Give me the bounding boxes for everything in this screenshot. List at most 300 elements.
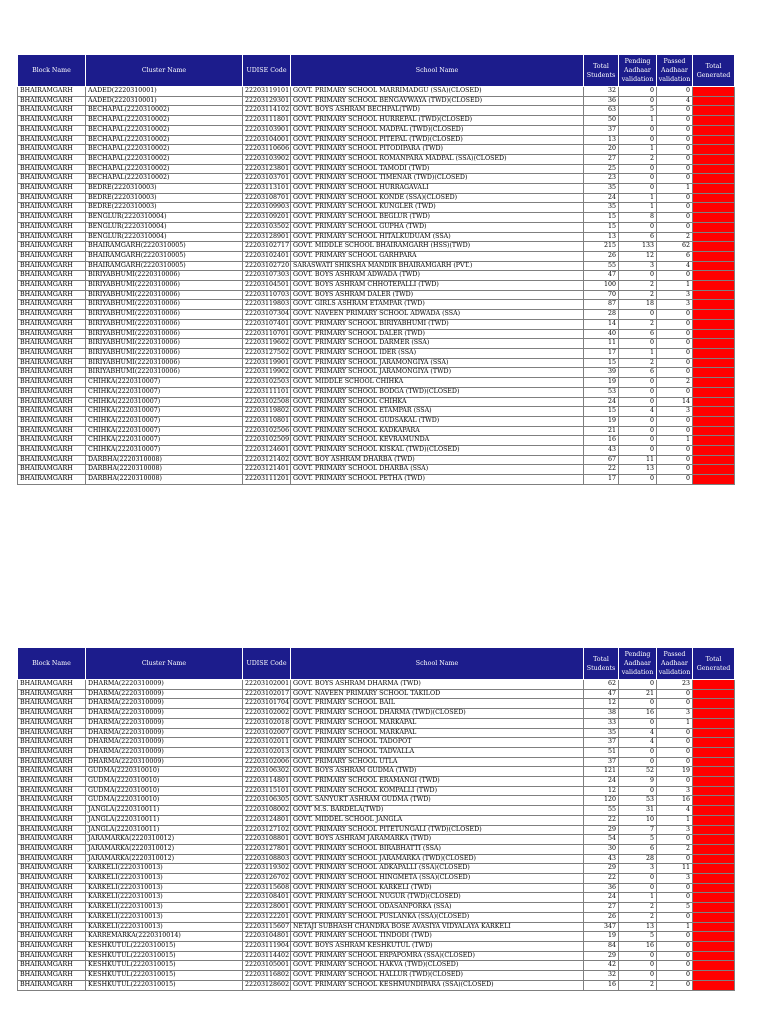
table-row [18,903,735,913]
total-students-cell: 51 [584,747,619,757]
block-name-cell: BHAIRAMGARH [18,922,86,932]
cluster-name-cell: JANGLA(2220310011) [86,825,243,835]
pending-aadhaar-cell: 5 [619,932,657,942]
table-row [18,184,735,194]
total-students-cell: 54 [584,835,619,845]
udise-code-cell: 22203108701 [243,193,291,203]
cluster-name-cell: BECHAPAL(2220310002) [86,116,243,126]
passed-aadhaar-cell: 0 [657,777,693,787]
header-udise-code: UDISE Code [243,55,291,87]
block-name-cell: BHAIRAMGARH [18,310,86,320]
cluster-name-cell: KESHKUTUL(2220310015) [86,951,243,961]
total-students-cell: 28 [584,310,619,320]
pending-aadhaar-cell: 2 [619,358,657,368]
school-report-table-1 [17,54,735,485]
school-name-cell: GOVT. BOYS ASHRAM KESHKUTUL (TWD) [291,941,584,951]
block-name-cell: BHAIRAMGARH [18,903,86,913]
block-name-cell: BHAIRAMGARH [18,806,86,816]
total-students-cell: 120 [584,796,619,806]
total-generated-cell [693,446,735,456]
pending-aadhaar-cell: 6 [619,329,657,339]
udise-code-cell: 22203108801 [243,835,291,845]
pending-aadhaar-cell: 1 [619,893,657,903]
school-name-cell: GOVT. PRIMARY SCHOOL ERPAPOMRA (SSA)(CLOSED) [291,951,584,961]
total-generated-cell [693,903,735,913]
udise-code-cell: 22203108803 [243,854,291,864]
passed-aadhaar-cell: 0 [657,932,693,942]
table-row [18,96,735,106]
passed-aadhaar-cell: 1 [657,436,693,446]
cluster-name-cell: BHAIRAMGARH(2220310005) [86,261,243,271]
total-generated-cell [693,290,735,300]
block-name-cell: BHAIRAMGARH [18,339,86,349]
school-name-cell: GOVT. MIDDLE SCHOOL CHIHKA [291,378,584,388]
total-generated-cell [693,941,735,951]
udise-code-cell: 22203121401 [243,465,291,475]
block-name-cell: BHAIRAMGARH [18,825,86,835]
total-generated-cell [693,242,735,252]
udise-code-cell: 22203102011 [243,738,291,748]
school-name-cell: NETAJI SUBHASH CHANDRA BOSE AVASIYA VIDYALAYA KARKELI [291,922,584,932]
school-name-cell: SARASWATI SHIKSHA MANDIR BHAIRAMGARH (PVT.) [291,261,584,271]
passed-aadhaar-cell: 0 [657,339,693,349]
udise-code-cell: 22203102002 [243,709,291,719]
table-row [18,319,735,329]
passed-aadhaar-cell: 3 [657,825,693,835]
pending-aadhaar-cell: 1 [619,348,657,358]
block-name-cell: BHAIRAMGARH [18,718,86,728]
table-row [18,971,735,981]
total-generated-cell [693,689,735,699]
total-students-cell: 35 [584,728,619,738]
cluster-name-cell: DHARMA(2220310009) [86,709,243,719]
total-generated-cell [693,348,735,358]
cluster-name-cell: BEDRE(2220310003) [86,184,243,194]
block-name-cell: BHAIRAMGARH [18,932,86,942]
passed-aadhaar-cell: 0 [657,310,693,320]
total-students-cell: 37 [584,125,619,135]
udise-code-cell: 22203128901 [243,232,291,242]
school-name-cell: GOVT. PRIMARY SCHOOL PITODIPARA (TWD) [291,145,584,155]
total-students-cell: 19 [584,932,619,942]
table-row [18,416,735,426]
table-row [18,844,735,854]
passed-aadhaar-cell: 3 [657,407,693,417]
block-name-cell: BHAIRAMGARH [18,378,86,388]
school-name-cell: GOVT. BOYS ASHRAM DALER (TWD) [291,290,584,300]
cluster-name-cell: BIRIYABHUMI(2220310006) [86,271,243,281]
pending-aadhaar-cell: 5 [619,106,657,116]
total-generated-cell [693,261,735,271]
pending-aadhaar-cell: 11 [619,455,657,465]
udise-code-cell: 22203124601 [243,446,291,456]
pending-aadhaar-cell: 0 [619,184,657,194]
header-total-students: Total Students [584,55,619,87]
total-generated-cell [693,416,735,426]
udise-code-cell: 22203109903 [243,203,291,213]
total-generated-cell [693,174,735,184]
block-name-cell: BHAIRAMGARH [18,222,86,232]
school-name-cell: GOVT. PRIMARY SCHOOL HALLUR (TWD)(CLOSED) [291,971,584,981]
total-students-cell: 17 [584,348,619,358]
udise-code-cell: 22203103902 [243,154,291,164]
table-row [18,941,735,951]
block-name-cell: BHAIRAMGARH [18,145,86,155]
passed-aadhaar-cell: 0 [657,426,693,436]
block-name-cell: BHAIRAMGARH [18,951,86,961]
total-generated-cell [693,135,735,145]
table-row [18,951,735,961]
passed-aadhaar-cell: 0 [657,699,693,709]
table-row [18,261,735,271]
total-students-cell: 36 [584,883,619,893]
school-name-cell: GOVT. PRIMARY SCHOOL PUSLANKA (SSA)(CLOSED) [291,912,584,922]
header-passed-aadhaar: Passed Aadhaar validation [657,55,693,87]
table-row [18,893,735,903]
passed-aadhaar-cell: 0 [657,941,693,951]
total-students-cell: 15 [584,213,619,223]
total-students-cell: 19 [584,416,619,426]
table-row [18,222,735,232]
passed-aadhaar-cell: 23 [657,680,693,690]
school-name-cell: GOVT. PRIMARY SCHOOL PETHA (TWD) [291,475,584,485]
pending-aadhaar-cell: 52 [619,767,657,777]
block-name-cell: BHAIRAMGARH [18,709,86,719]
total-students-cell: 22 [584,815,619,825]
passed-aadhaar-cell: 4 [657,96,693,106]
passed-aadhaar-cell: 0 [657,951,693,961]
table-row [18,699,735,709]
total-generated-cell [693,154,735,164]
passed-aadhaar-cell: 0 [657,835,693,845]
total-generated-cell [693,854,735,864]
total-students-cell: 100 [584,281,619,291]
total-generated-cell [693,844,735,854]
passed-aadhaar-cell: 62 [657,242,693,252]
cluster-name-cell: BEDRE(2220310003) [86,193,243,203]
total-generated-cell [693,251,735,261]
udise-code-cell: 22203111201 [243,475,291,485]
udise-code-cell: 22203111801 [243,116,291,126]
udise-code-cell: 22203102509 [243,436,291,446]
pending-aadhaar-cell: 0 [619,874,657,884]
header-block-name: Block Name [18,648,86,680]
block-name-cell: BHAIRAMGARH [18,242,86,252]
block-name-cell: BHAIRAMGARH [18,815,86,825]
school-name-cell: GOVT. PRIMARY SCHOOL DALER (TWD) [291,329,584,339]
udise-code-cell: 22203104001 [243,135,291,145]
block-name-cell: BHAIRAMGARH [18,971,86,981]
block-name-cell: BHAIRAMGARH [18,961,86,971]
table-row [18,815,735,825]
table-row [18,407,735,417]
udise-code-cell: 22203110701 [243,329,291,339]
pending-aadhaar-cell: 8 [619,213,657,223]
udise-code-cell: 22203102001 [243,680,291,690]
cluster-name-cell: KARREMARKA(2220310014) [86,932,243,942]
cluster-name-cell: BHAIRAMGARH(2220310005) [86,251,243,261]
school-name-cell: GOVT. MIDDEL SCHOOL JANGLA [291,815,584,825]
total-generated-cell [693,718,735,728]
passed-aadhaar-cell: 0 [657,883,693,893]
passed-aadhaar-cell: 0 [657,174,693,184]
total-students-cell: 43 [584,854,619,864]
table-row [18,213,735,223]
total-students-cell: 63 [584,106,619,116]
cluster-name-cell: KARKELI(2220310013) [86,864,243,874]
total-generated-cell [693,164,735,174]
cluster-name-cell: AADED(2220310001) [86,96,243,106]
school-name-cell: GOVT. PRIMARY SCHOOL PITETUNGALI (TWD)(CLOSED) [291,825,584,835]
header-row [18,648,735,680]
passed-aadhaar-cell: 0 [657,368,693,378]
header-total-generated: Total Generated [693,55,735,87]
pending-aadhaar-cell: 28 [619,854,657,864]
school-name-cell: GOVT. PRIMARY SCHOOL HITALKUDUAM (SSA) [291,232,584,242]
passed-aadhaar-cell: 3 [657,709,693,719]
passed-aadhaar-cell: 1 [657,922,693,932]
total-generated-cell [693,193,735,203]
school-name-cell: GOVT. PRIMARY SCHOOL IDER (SSA) [291,348,584,358]
passed-aadhaar-cell: 0 [657,348,693,358]
header-cluster-name: Cluster Name [86,648,243,680]
cluster-name-cell: BIRIYABHUMI(2220310006) [86,290,243,300]
total-generated-cell [693,407,735,417]
table-row [18,348,735,358]
cluster-name-cell: GUDMA(2220310010) [86,777,243,787]
table-row [18,387,735,397]
cluster-name-cell: CHIHKA(2220310007) [86,407,243,417]
pending-aadhaar-cell: 2 [619,903,657,913]
block-name-cell: BHAIRAMGARH [18,300,86,310]
total-generated-cell [693,281,735,291]
block-name-cell: BHAIRAMGARH [18,184,86,194]
table-row [18,358,735,368]
block-name-cell: BHAIRAMGARH [18,174,86,184]
total-generated-cell [693,145,735,155]
passed-aadhaar-cell: 19 [657,767,693,777]
passed-aadhaar-cell: 0 [657,893,693,903]
total-generated-cell [693,106,735,116]
total-generated-cell [693,125,735,135]
total-generated-cell [693,222,735,232]
pending-aadhaar-cell: 0 [619,475,657,485]
cluster-name-cell: KARKELI(2220310013) [86,912,243,922]
pending-aadhaar-cell: 0 [619,426,657,436]
cluster-name-cell: DHARMA(2220310009) [86,680,243,690]
school-name-cell: GOVT. PRIMARY SCHOOL HURRAGAVALI [291,184,584,194]
block-name-cell: BHAIRAMGARH [18,747,86,757]
total-generated-cell [693,271,735,281]
total-generated-cell [693,815,735,825]
udise-code-cell: 22203126702 [243,874,291,884]
total-students-cell: 26 [584,251,619,261]
passed-aadhaar-cell: 3 [657,874,693,884]
udise-code-cell: 22203119101 [243,87,291,97]
total-students-cell: 13 [584,232,619,242]
block-name-cell: BHAIRAMGARH [18,699,86,709]
block-name-cell: BHAIRAMGARH [18,271,86,281]
passed-aadhaar-cell: 11 [657,864,693,874]
total-students-cell: 12 [584,786,619,796]
passed-aadhaar-cell: 1 [657,281,693,291]
total-generated-cell [693,738,735,748]
pending-aadhaar-cell: 13 [619,465,657,475]
passed-aadhaar-cell: 0 [657,164,693,174]
block-name-cell: BHAIRAMGARH [18,689,86,699]
total-generated-cell [693,893,735,903]
school-name-cell: GOVT. SANYUKT ASHRAM GUDMA (TWD) [291,796,584,806]
school-name-cell: GOVT. PRIMARY SCHOOL KISKAL (TWD)(CLOSED) [291,446,584,456]
passed-aadhaar-cell: 5 [657,903,693,913]
total-generated-cell [693,387,735,397]
total-generated-cell [693,757,735,767]
block-name-cell: BHAIRAMGARH [18,465,86,475]
pending-aadhaar-cell: 0 [619,164,657,174]
table-row [18,145,735,155]
udise-code-cell: 22203119802 [243,407,291,417]
school-name-cell: GOVT. BOYS ASHRAM GUDMA (TWD) [291,767,584,777]
school-name-cell: GOVT. NAVEEN PRIMARY SCHOOL TAKILOD [291,689,584,699]
total-generated-cell [693,397,735,407]
passed-aadhaar-cell: 0 [657,193,693,203]
block-name-cell: BHAIRAMGARH [18,135,86,145]
passed-aadhaar-cell: 1 [657,718,693,728]
pending-aadhaar-cell: 0 [619,961,657,971]
block-name-cell: BHAIRAMGARH [18,232,86,242]
school-name-cell: GOVT. PRIMARY SCHOOL ADKAPALLI (SSA)(CLOSED) [291,864,584,874]
school-name-cell: GOVT. BOYS ASHRAM DHARMA (TWD) [291,680,584,690]
cluster-name-cell: CHIHKA(2220310007) [86,436,243,446]
udise-code-cell: 22203102018 [243,718,291,728]
cluster-name-cell: DHARMA(2220310009) [86,738,243,748]
school-name-cell: GOVT. MIDDLE SCHOOL BHAIRAMGARH (HSS)(TWD) [291,242,584,252]
total-students-cell: 12 [584,699,619,709]
total-generated-cell [693,203,735,213]
school-report-table-2 [17,647,735,991]
table-row [18,680,735,690]
pending-aadhaar-cell: 0 [619,387,657,397]
cluster-name-cell: BENGLUR(2220310004) [86,232,243,242]
total-students-cell: 22 [584,874,619,884]
passed-aadhaar-cell: 0 [657,271,693,281]
block-name-cell: BHAIRAMGARH [18,883,86,893]
passed-aadhaar-cell: 16 [657,796,693,806]
passed-aadhaar-cell: 0 [657,961,693,971]
table-row [18,747,735,757]
school-name-cell: GOVT. PRIMARY SCHOOL HAKVA (TWD)(CLOSED) [291,961,584,971]
total-students-cell: 29 [584,951,619,961]
school-name-cell: GOVT. BOYS ASHRAM ADWADA (TWD) [291,271,584,281]
cluster-name-cell: KARKELI(2220310013) [86,922,243,932]
udise-code-cell: 22203116802 [243,971,291,981]
table-row [18,874,735,884]
pending-aadhaar-cell: 0 [619,971,657,981]
total-generated-cell [693,932,735,942]
pending-aadhaar-cell: 4 [619,728,657,738]
udise-code-cell: 22203127801 [243,844,291,854]
total-students-cell: 14 [584,319,619,329]
total-students-cell: 84 [584,941,619,951]
udise-code-cell: 22203107303 [243,271,291,281]
passed-aadhaar-cell: 0 [657,135,693,145]
udise-code-cell: 22203123801 [243,164,291,174]
block-name-cell: BHAIRAMGARH [18,193,86,203]
pending-aadhaar-cell: 0 [619,436,657,446]
header-passed-aadhaar: Passed Aadhaar validation [657,648,693,680]
cluster-name-cell: BIRIYABHUMI(2220310006) [86,329,243,339]
passed-aadhaar-cell: 0 [657,854,693,864]
block-name-cell: BHAIRAMGARH [18,436,86,446]
passed-aadhaar-cell: 3 [657,300,693,310]
total-generated-cell [693,699,735,709]
block-name-cell: BHAIRAMGARH [18,757,86,767]
total-generated-cell [693,728,735,738]
cluster-name-cell: CHIHKA(2220310007) [86,378,243,388]
total-students-cell: 25 [584,164,619,174]
passed-aadhaar-cell: 6 [657,251,693,261]
total-students-cell: 32 [584,87,619,97]
school-name-cell: GOVT. PRIMARY SCHOOL MARKAPAL [291,718,584,728]
passed-aadhaar-cell: 2 [657,378,693,388]
udise-code-cell: 22203102007 [243,728,291,738]
total-students-cell: 43 [584,446,619,456]
passed-aadhaar-cell: 0 [657,446,693,456]
header-block-name: Block Name [18,55,86,87]
total-generated-cell [693,378,735,388]
cluster-name-cell: BECHAPAL(2220310002) [86,145,243,155]
block-name-cell: BHAIRAMGARH [18,416,86,426]
udise-code-cell: 22203115608 [243,883,291,893]
school-name-cell: GOVT. PRIMARY SCHOOL DHARMA (TWD)(CLOSED) [291,709,584,719]
passed-aadhaar-cell: 0 [657,213,693,223]
total-students-cell: 70 [584,290,619,300]
table-row [18,475,735,485]
table-row [18,786,735,796]
cluster-name-cell: BIRIYABHUMI(2220310006) [86,319,243,329]
pending-aadhaar-cell: 13 [619,922,657,932]
pending-aadhaar-cell: 0 [619,310,657,320]
udise-code-cell: 22203129301 [243,96,291,106]
total-generated-cell [693,874,735,884]
total-generated-cell [693,709,735,719]
pending-aadhaar-cell: 6 [619,844,657,854]
school-name-cell: GOVT. PRIMARY SCHOOL MADPAL (TWD)(CLOSED) [291,125,584,135]
block-name-cell: BHAIRAMGARH [18,738,86,748]
school-name-cell: GOVT. PRIMARY SCHOOL JARAMARKA (TWD)(CLOSED) [291,854,584,864]
udise-code-cell: 22203102717 [243,242,291,252]
pending-aadhaar-cell: 21 [619,689,657,699]
cluster-name-cell: CHIHKA(2220310007) [86,426,243,436]
total-generated-cell [693,806,735,816]
total-generated-cell [693,971,735,981]
total-students-cell: 87 [584,300,619,310]
header-cluster-name: Cluster Name [86,55,243,87]
table-row [18,232,735,242]
total-students-cell: 27 [584,903,619,913]
block-name-cell: BHAIRAMGARH [18,358,86,368]
table-row [18,796,735,806]
table-row [18,835,735,845]
header-udise-code: UDISE Code [243,648,291,680]
total-students-cell: 20 [584,145,619,155]
cluster-name-cell: BECHAPAL(2220310002) [86,154,243,164]
total-students-cell: 53 [584,387,619,397]
total-students-cell: 50 [584,116,619,126]
total-students-cell: 27 [584,154,619,164]
total-students-cell: 37 [584,738,619,748]
total-students-cell: 37 [584,757,619,767]
